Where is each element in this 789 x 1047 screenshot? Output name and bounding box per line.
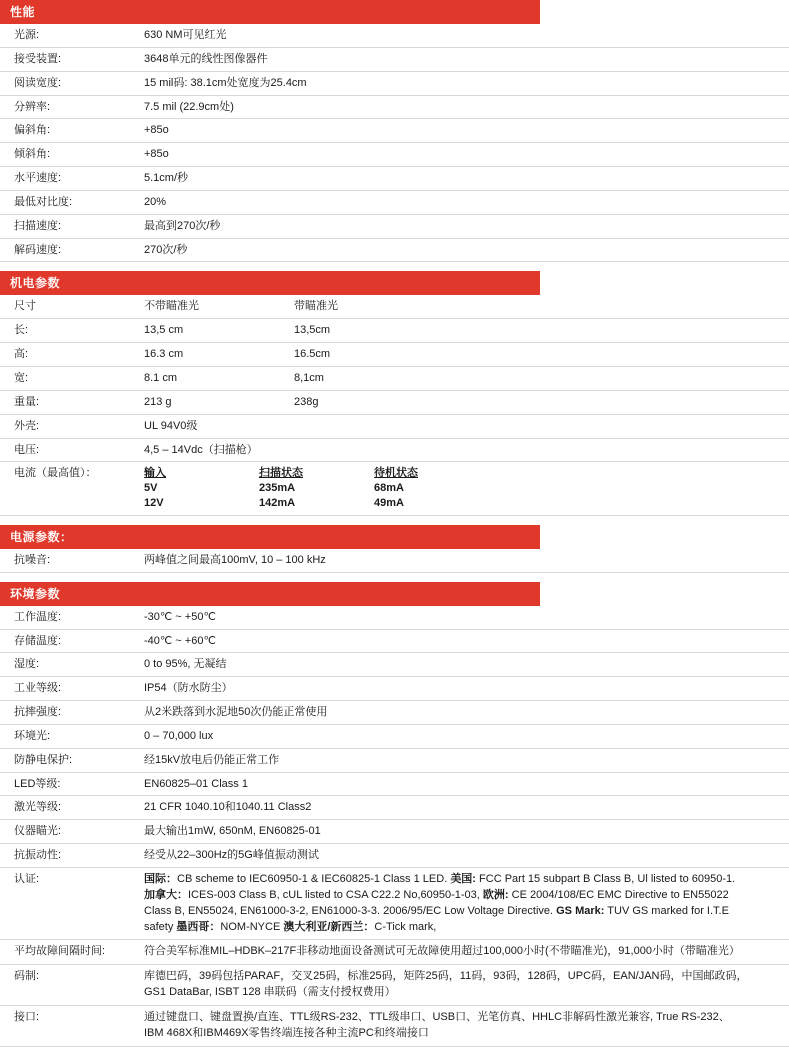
current-row	[144, 481, 785, 496]
row-value: +85o	[144, 124, 169, 137]
current-header-scan: 扫描状态	[259, 467, 303, 480]
row-label: 接受装置:	[14, 52, 62, 65]
section-spacer	[0, 573, 789, 582]
row-label: LED等级:	[14, 777, 61, 790]
table-row	[0, 295, 789, 318]
table-row	[0, 629, 789, 653]
row-value	[138, 319, 789, 343]
symbology-line: 库德巴码，39码包括PARAF，交叉25码，标准25码，矩阵25码，11码，93码，128码，UPC码，EAN/JAN码，中国邮政码，	[144, 970, 748, 983]
table-row	[0, 549, 789, 572]
row-label: 外壳:	[14, 419, 40, 432]
row-value: -40℃ ~ +60℃	[144, 634, 216, 647]
cert-line: 加拿大：ICES-003 Class B, cUL listed to CSA C22.2 No,60950-1-03, 欧洲: CE 2004/108/EC EMC Directive to EN55022	[144, 888, 729, 901]
row-value	[138, 965, 789, 1006]
value-col-1: 不带瞄准光	[144, 300, 199, 313]
value-col-1: 8.1 cm	[144, 371, 178, 384]
row-value: 5.1cm/秒	[144, 172, 189, 185]
value-col-1: 16.3 cm	[144, 348, 184, 361]
current-input: 12V	[144, 497, 164, 510]
table-row	[0, 366, 789, 390]
value-col-2: 8,1cm	[294, 371, 324, 384]
row-label: 长:	[14, 324, 29, 337]
section-environment	[0, 582, 789, 1047]
row-label: 认证:	[14, 873, 40, 885]
current-standby: 68mA	[374, 482, 404, 495]
table-row	[0, 606, 789, 629]
row-label: 激光等级:	[14, 801, 62, 814]
section-spacer	[0, 516, 789, 525]
table-row	[0, 343, 789, 367]
row-label: 电流（最高值）：	[14, 467, 97, 480]
row-label: 码制:	[14, 970, 40, 983]
mtbf-line: 符合美军标准MIL–HDBK–217F非移动地面设备测试可无故障使用超过100,000小时(不带瞄准光)，91,000小时（带瞄准光）	[144, 945, 740, 958]
row-value	[138, 390, 789, 414]
row-label: 阅读宽度:	[14, 76, 62, 89]
current-standby: 49mA	[374, 497, 404, 510]
row-label: 仪器瞄光:	[14, 825, 62, 838]
row-label: 存储温度:	[14, 634, 62, 647]
value-col-2: 16.5cm	[294, 348, 331, 361]
table-row	[0, 653, 789, 677]
row-value	[138, 868, 789, 940]
section-title-mechanical: 机电参数	[0, 271, 540, 295]
row-label: 抗振动性:	[14, 849, 62, 862]
value-col-2: 13,5cm	[294, 324, 331, 337]
cert-line: Class B, EN55024, EN61000-3-2, EN61000-3-3. 2006/95/EC Low Voltage Directive. GS Mark: TUV GS marked for I.T.E	[144, 904, 729, 917]
row-value: UL 94V0级	[144, 419, 198, 432]
table-row-certification	[0, 868, 789, 940]
current-scan: 142mA	[259, 497, 296, 510]
row-value: 270次/秒	[144, 243, 188, 256]
table-row	[0, 438, 789, 462]
table-row	[0, 47, 789, 71]
row-label: 偏斜角:	[14, 124, 51, 137]
table-row	[0, 238, 789, 262]
table-row	[0, 319, 789, 343]
table-row	[0, 701, 789, 725]
mechanical-table	[0, 295, 789, 515]
row-value: 7.5 mil (22.9cm处)	[144, 100, 234, 113]
row-label: 分辨率:	[14, 100, 51, 113]
row-value	[138, 295, 789, 318]
section-spacer	[0, 262, 789, 271]
row-value: EN60825–01 Class 1	[144, 777, 248, 790]
table-row	[0, 748, 789, 772]
row-value	[138, 343, 789, 367]
row-value: 0 – 70,000 lux	[144, 729, 214, 742]
row-value	[138, 366, 789, 390]
current-header-input: 输入	[144, 467, 166, 480]
row-label: 工作温度:	[14, 610, 62, 623]
interface-line: IBM 468X和IBM469X零售终端连接各种主流PC和终端接口	[144, 1026, 429, 1039]
row-label: 接口:	[14, 1010, 40, 1023]
row-label: 高:	[14, 348, 29, 361]
row-label: 抗噪音:	[14, 553, 51, 566]
row-label: 解码速度:	[14, 243, 62, 256]
value-col-1: 13,5 cm	[144, 324, 184, 337]
value-col-2: 238g	[294, 395, 319, 408]
row-label: 环境光:	[14, 729, 51, 742]
row-label: 光源:	[14, 29, 40, 41]
symbology-line: GS1 DataBar, ISBT 128 串联码（需支付授权费用）	[144, 986, 396, 999]
row-label: 尺寸	[14, 300, 36, 313]
environment-table	[0, 606, 789, 1047]
table-row-current	[0, 462, 789, 516]
table-row	[0, 143, 789, 167]
row-value	[138, 940, 789, 965]
row-value: 3648单元的线性图像器件	[144, 52, 268, 65]
table-row	[0, 119, 789, 143]
table-row	[0, 820, 789, 844]
row-value: 从2米跌落到水泥地50次仍能正常使用	[144, 706, 328, 719]
row-value: 0 to 95%, 无凝结	[144, 658, 227, 671]
row-label: 工业等级:	[14, 682, 62, 695]
table-row	[0, 844, 789, 868]
table-row-symbologies	[0, 965, 789, 1006]
row-label: 电压:	[14, 443, 40, 456]
section-performance	[0, 0, 789, 262]
row-value: 经受从22–300Hz的5G峰值振动测试	[144, 849, 319, 862]
row-label: 水平速度:	[14, 172, 62, 185]
power-table	[0, 549, 789, 573]
performance-table	[0, 24, 789, 262]
table-row	[0, 772, 789, 796]
value-col-2: 带瞄准光	[294, 300, 338, 313]
row-label: 防静电保护:	[14, 753, 73, 766]
section-title-performance: 性能	[0, 0, 540, 24]
current-scan: 235mA	[259, 482, 296, 495]
row-value: 经15kV放电后仍能正常工作	[144, 753, 280, 766]
table-row	[0, 167, 789, 191]
section-title-environment: 环境参数	[0, 582, 540, 606]
row-label: 抗摔强度:	[14, 706, 62, 719]
interface-line: 通过键盘口、键盘置换/直连、TTL级RS-232、TTL级串口、USB口、光笔仿真、HHLC非解码性激光兼容, True RS-232、	[144, 1010, 730, 1023]
row-label: 宽:	[14, 371, 29, 384]
section-title-power: 电源参数：	[0, 525, 540, 549]
table-row	[0, 214, 789, 238]
cert-line: safety 墨西哥：NOM-NYCE 澳大利亚/新西兰：C-Tick mark,	[144, 920, 437, 933]
row-label: 重量:	[14, 395, 40, 408]
table-row	[0, 796, 789, 820]
row-value: 20%	[144, 195, 167, 208]
table-row	[0, 190, 789, 214]
table-row	[0, 724, 789, 748]
row-value: -30℃ ~ +50℃	[144, 610, 216, 623]
row-value: 630 NM可见红光	[144, 29, 227, 41]
current-row	[144, 496, 785, 511]
table-row-mtbf	[0, 940, 789, 965]
row-value: 21 CFR 1040.10和1040.11 Class2	[144, 801, 312, 814]
row-label: 扫描速度:	[14, 219, 62, 232]
table-row	[0, 390, 789, 414]
row-value: 15 mil码: 38.1cm处宽度为25.4cm	[144, 76, 307, 89]
current-input: 5V	[144, 482, 158, 495]
row-value: 最高到270次/秒	[144, 219, 221, 232]
table-row	[0, 71, 789, 95]
value-col-1: 213 g	[144, 395, 172, 408]
row-label: 平均故障间隔时间:	[14, 945, 106, 958]
table-row	[0, 95, 789, 119]
section-power	[0, 525, 789, 573]
row-value: 最大输出1mW, 650nM, EN60825-01	[144, 825, 321, 838]
cert-line: 国际：CB scheme to IEC60950-1 & IEC60825-1 Class 1 LED. 美国: FCC Part 15 subpart B Class B, Ul listed to 60950-1.	[144, 873, 736, 885]
row-value	[138, 1005, 789, 1046]
row-value: 两峰值之间最高100mV, 10 – 100 kHz	[144, 553, 326, 566]
table-row	[0, 414, 789, 438]
row-label: 湿度:	[14, 658, 40, 671]
current-header-row	[144, 466, 785, 481]
row-label: 最低对比度:	[14, 195, 73, 208]
row-value: +85o	[144, 148, 169, 161]
row-value: IP54（防水防尘）	[144, 682, 233, 695]
row-label: 倾斜角:	[14, 148, 51, 161]
table-row	[0, 677, 789, 701]
table-row-interfaces	[0, 1005, 789, 1046]
section-mechanical	[0, 271, 789, 515]
current-header-standby: 待机状态	[374, 467, 418, 480]
current-table	[138, 462, 789, 516]
table-row	[0, 24, 789, 47]
row-value: 4,5 – 14Vdc（扫描枪）	[144, 443, 258, 456]
